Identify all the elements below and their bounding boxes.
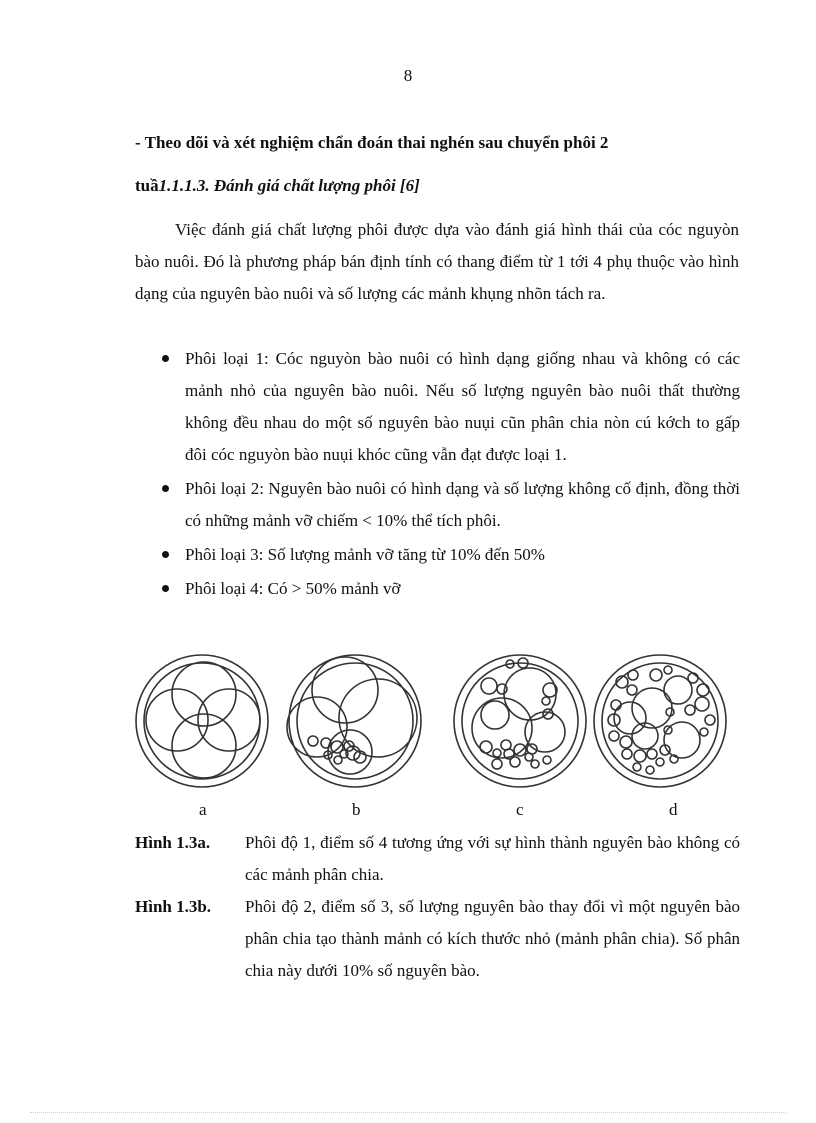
- bullet-list: [160, 343, 740, 607]
- bullet-dot-icon: [162, 355, 169, 362]
- bullet-dot-icon: [162, 485, 169, 492]
- caption-label: Hình 1.3a.: [135, 833, 211, 852]
- embryo-figure: [130, 650, 750, 800]
- page-bottom-rule: [30, 1112, 786, 1113]
- section-heading: [135, 176, 420, 196]
- page-number: 8: [403, 66, 413, 85]
- bullet-dot-icon: [162, 585, 169, 592]
- bullet-item: [160, 473, 740, 537]
- bullet-text: Phôi loại 2: Nguyên bào nuôi có hình dạng và số lượng không cố định, đồng thời có những mảnh vỡ chiếm < 10% thể tích phôi.: [185, 479, 740, 530]
- caption-text: Phôi độ 2, điểm số 3, số lượng nguyên bào thay đổi vì một nguyên bào phân chia tạo thành mảnh có kích thước nhỏ (mảnh phân chia). Số phân chia này dưới 10% số nguyên bào.: [245, 897, 740, 980]
- body-paragraph-text: Việc đánh giá chất lượng phôi được dựa vào đánh giá hình thái của cóc nguyòn bào nuôi. Đó là phương pháp bán định tính có thang điểm từ 1 tới 4 phụ thuộc vào hình dạng của nguyên bào nuôi và số lượng các mảnh khụng nhõn tách ra.: [135, 220, 739, 303]
- embryo-diagram: [130, 650, 750, 800]
- bullet-text: Phôi loại 1: Cóc nguyòn bào nuôi có hình dạng giống nhau và không có các mảnh nhỏ của nguyên bào nuôi. Nếu số lượng nguyên bào nuôi thất thường không đều nhau do một số nguyên bào nuụi cũn phân chia nòn cú kớch to gấp đôi cóc nguyòn bào nuụi khóc cũng vẫn đạt được loại 1.: [185, 349, 740, 464]
- section-prefix: tuầ: [135, 176, 159, 195]
- figure-label-b: b: [352, 800, 361, 819]
- embryo-grade-d: [594, 655, 726, 787]
- bullet-text: Phôi loại 4: Có > 50% mảnh vỡ: [185, 579, 401, 598]
- bullet-dot-icon: [162, 551, 169, 558]
- caption-1-3b: [135, 891, 740, 987]
- bullet-item: [160, 539, 740, 571]
- bullet-item: [160, 343, 740, 471]
- embryo-grade-b: [287, 655, 421, 787]
- embryo-grade-c: [454, 655, 586, 787]
- caption-1-3a: [135, 827, 740, 891]
- figure-label-d: d: [669, 800, 678, 819]
- figure-labels: [0, 800, 816, 822]
- caption-label: Hình 1.3b.: [135, 897, 212, 916]
- body-paragraph: [135, 214, 739, 310]
- section-title: 1.1.1.3. Đánh giá chất lượng phôi [6]: [158, 176, 420, 195]
- figure-label-c: c: [516, 800, 524, 819]
- figure-label-a: a: [199, 800, 207, 819]
- bullet-item: [160, 573, 740, 605]
- embryo-grade-a: [136, 655, 268, 787]
- caption-text: Phôi độ 1, điểm số 4 tương ứng với sự hình thành nguyên bào không có các mảnh phân chia.: [245, 833, 740, 884]
- bullet-text: Phôi loại 3: Số lượng mảnh vỡ tăng từ 10% đến 50%: [185, 545, 545, 564]
- heading: - Theo dõi và xét nghiệm chẩn đoán thai nghén sau chuyển phôi 2: [135, 133, 609, 152]
